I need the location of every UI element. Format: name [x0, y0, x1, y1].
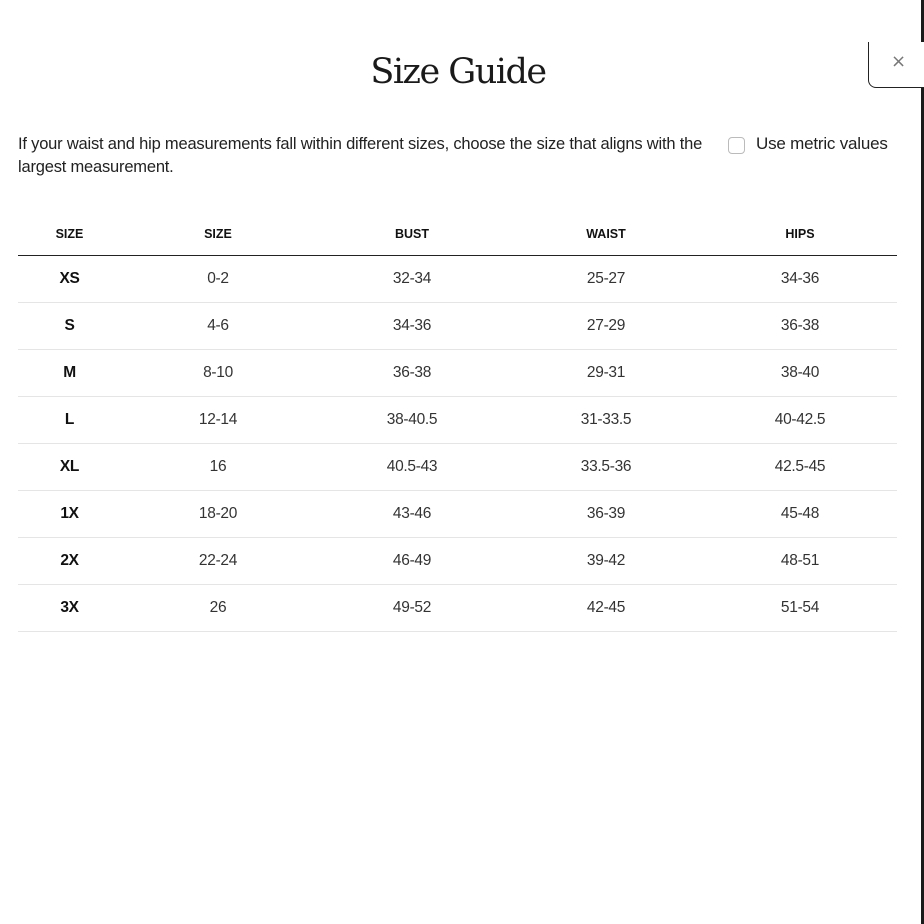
intro-text: If your waist and hip measurements fall within different sizes, choose the size that aligns with the largest measurement. [18, 135, 703, 176]
cell-bust: 38-40.5 [315, 397, 509, 444]
table-row [18, 538, 897, 585]
table-row [18, 585, 897, 632]
cell-hips: 36-38 [703, 303, 897, 350]
cell-bust: 49-52 [315, 585, 509, 632]
table-row [18, 350, 897, 397]
cell-size-number: 8-10 [121, 350, 315, 397]
cell-bust: 36-38 [315, 350, 509, 397]
metric-label: Use metric values [756, 134, 888, 153]
cell-waist: 42-45 [509, 585, 703, 632]
cell-hips: 48-51 [703, 538, 897, 585]
cell-waist: 31-33.5 [509, 397, 703, 444]
cell-size-label: 3X [18, 585, 121, 632]
table-row [18, 491, 897, 538]
cell-size-number: 18-20 [121, 491, 315, 538]
cell-waist: 36-39 [509, 491, 703, 538]
cell-size-number: 16 [121, 444, 315, 491]
cell-bust: 40.5-43 [315, 444, 509, 491]
table-row [18, 303, 897, 350]
table-row [18, 397, 897, 444]
table-row [18, 256, 897, 303]
cell-size-label: S [18, 303, 121, 350]
cell-size-label: XS [18, 256, 121, 303]
metric-checkbox[interactable] [728, 137, 745, 154]
cell-size-number: 26 [121, 585, 315, 632]
cell-size-number: 0-2 [121, 256, 315, 303]
page-title: Size Guide [370, 52, 546, 92]
cell-size-number: 22-24 [121, 538, 315, 585]
cell-hips: 45-48 [703, 491, 897, 538]
table-header-row [18, 212, 897, 256]
cell-size-label: 2X [18, 538, 121, 585]
cell-size-label: XL [18, 444, 121, 491]
cell-size-label: L [18, 397, 121, 444]
close-icon: × [891, 51, 907, 72]
cell-size-number: 4-6 [121, 303, 315, 350]
cell-waist: 39-42 [509, 538, 703, 585]
cell-bust: 34-36 [315, 303, 509, 350]
header-size-number: SIZE [121, 212, 315, 256]
cell-bust: 43-46 [315, 491, 509, 538]
cell-hips: 34-36 [703, 256, 897, 303]
cell-bust: 32-34 [315, 256, 509, 303]
size-table [18, 212, 897, 632]
header-waist: WAIST [509, 212, 703, 256]
cell-bust: 46-49 [315, 538, 509, 585]
header-size-label: SIZE [18, 212, 121, 256]
cell-hips: 40-42.5 [703, 397, 897, 444]
cell-size-label: M [18, 350, 121, 397]
header-hips: HIPS [703, 212, 897, 256]
cell-hips: 42.5-45 [703, 444, 897, 491]
cell-hips: 38-40 [703, 350, 897, 397]
cell-size-number: 12-14 [121, 397, 315, 444]
table-row [18, 444, 897, 491]
cell-size-label: 1X [18, 491, 121, 538]
cell-waist: 33.5-36 [509, 444, 703, 491]
cell-waist: 25-27 [509, 256, 703, 303]
cell-hips: 51-54 [703, 585, 897, 632]
cell-waist: 29-31 [509, 350, 703, 397]
metric-toggle[interactable] [728, 134, 888, 154]
cell-waist: 27-29 [509, 303, 703, 350]
header-bust: BUST [315, 212, 509, 256]
